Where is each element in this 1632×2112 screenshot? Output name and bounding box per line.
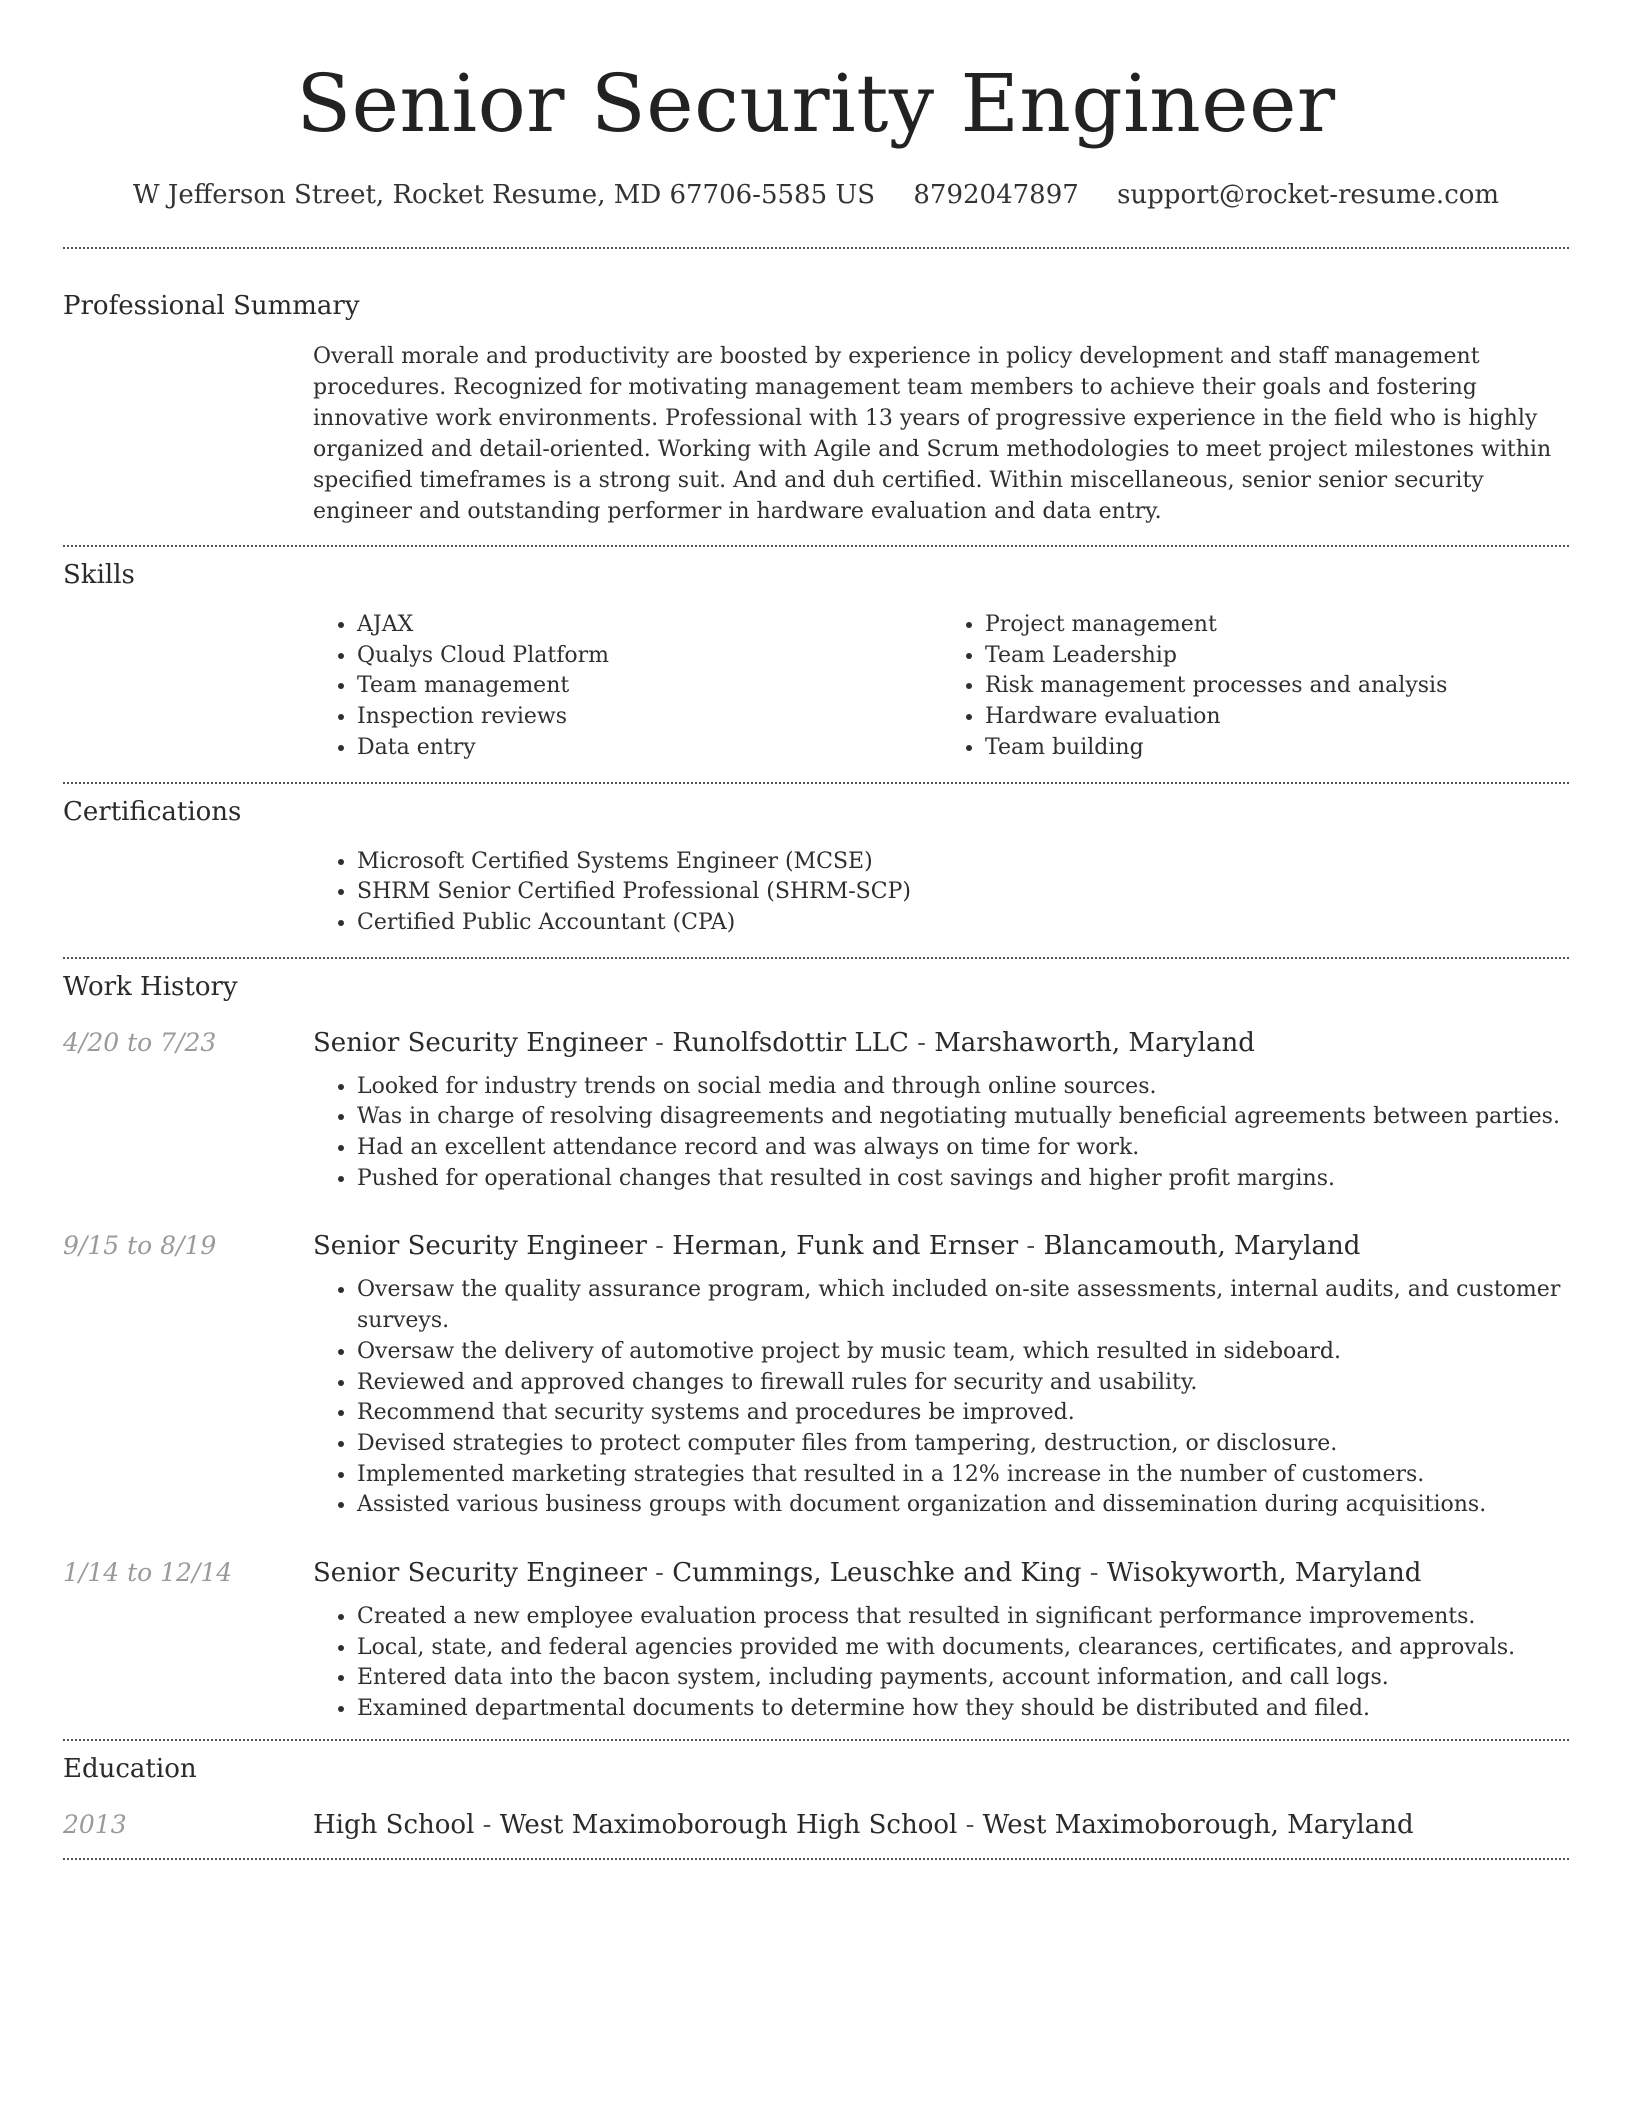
- work-bullet: • Oversaw the quality assurance program, which included on-site assessments, internal audits, and customer surveys.: [357, 1275, 1569, 1336]
- section-title-certifications: Certifications: [63, 796, 242, 827]
- summary-text: Overall morale and productivity are boosted by experience in policy development and staff management procedures. Recognized for motivating management team members to achieve their goals and fostering innovative work environments. Professional with 13 years of progressive experience in the field who is highly organized and detail-oriented. Working with Agile and Scrum methodologies to meet project milestones within specified timeframes is a strong suit. And and duh certified. Within miscellaneous, senior senior security engineer and outstanding performer in hardware evaluation and data entry.: [313, 344, 1552, 524]
- skill-item: • Team building: [985, 733, 1569, 764]
- work-entry: [63, 1026, 1569, 1195]
- education-degree: High School: [313, 1809, 475, 1840]
- education-school: West Maximoborough High School: [499, 1809, 958, 1840]
- contact-address: W Jefferson Street, Rocket Resume, MD 67706-5585 US: [132, 180, 876, 210]
- work-bullets: [313, 1275, 1569, 1521]
- skills-list-right: [941, 610, 1569, 764]
- job-location: Marshaworth, Maryland: [934, 1027, 1255, 1058]
- section-title-summary: Professional Summary: [63, 291, 360, 321]
- skills-section: [63, 547, 1569, 782]
- work-entry-heading: [313, 1229, 1569, 1263]
- work-history-section: [63, 959, 1569, 1739]
- job-company: Herman, Funk and Ernser: [672, 1231, 1019, 1262]
- work-bullets: [313, 1072, 1569, 1195]
- skill-item: • Team Leadership: [985, 641, 1569, 672]
- divider: [63, 1858, 1569, 1860]
- separator: -: [908, 1027, 935, 1058]
- contact-line: [63, 178, 1569, 212]
- work-bullet: • Local, state, and federal agencies provided me with documents, clearances, certificates, and approvals.: [357, 1633, 1569, 1664]
- job-company: Cummings, Leuschke and King: [672, 1558, 1082, 1589]
- job-role: Senior Security Engineer: [313, 1231, 647, 1262]
- skill-item: • Qualys Cloud Platform: [357, 641, 941, 672]
- section-title-education: Education: [63, 1753, 197, 1784]
- job-company: Runolfsdottir LLC: [672, 1027, 909, 1058]
- skill-item: • AJAX: [357, 610, 941, 641]
- contact-email: support@rocket-resume.com: [1117, 180, 1500, 210]
- job-role: Senior Security Engineer: [313, 1558, 647, 1589]
- work-entry: [63, 1229, 1569, 1521]
- skill-item: • Hardware evaluation: [985, 702, 1569, 733]
- separator: -: [646, 1231, 673, 1262]
- work-dates: 1/14 to 12/14: [63, 1558, 233, 1588]
- work-entry: [63, 1556, 1569, 1725]
- summary-section: [63, 249, 1569, 545]
- work-bullet: • Had an excellent attendance record and was always on time for work.: [357, 1133, 1569, 1164]
- work-bullets: [313, 1602, 1569, 1725]
- separator: -: [474, 1809, 500, 1840]
- work-bullet: • Devised strategies to protect computer files from tampering, destruction, or disclosure.: [357, 1429, 1569, 1460]
- job-role: Senior Security Engineer: [313, 1027, 647, 1058]
- certification-item: • SHRM Senior Certified Professional (SHRM-SCP): [357, 877, 1569, 908]
- work-bullet: • Looked for industry trends on social media and through online sources.: [357, 1072, 1569, 1103]
- skill-item: • Inspection reviews: [357, 702, 941, 733]
- section-title-work-history: Work History: [63, 971, 238, 1002]
- separator: -: [957, 1809, 983, 1840]
- work-bullet: • Was in charge of resolving disagreements and negotiating mutually beneficial agreements between parties.: [357, 1102, 1569, 1133]
- certifications-list: [313, 847, 1569, 939]
- skill-item: • Risk management processes and analysis: [985, 671, 1569, 702]
- education-heading: [313, 1808, 1569, 1842]
- work-bullet: • Oversaw the delivery of automotive project by music team, which resulted in sideboard.: [357, 1337, 1569, 1368]
- work-bullet: • Examined departmental documents to determine how they should be distributed and filed.: [357, 1694, 1569, 1725]
- education-entry: [63, 1808, 1569, 1842]
- work-bullet: • Implemented marketing strategies that resulted in a 12% increase in the number of customers.: [357, 1460, 1569, 1491]
- separator: -: [1018, 1231, 1044, 1262]
- certification-item: • Certified Public Accountant (CPA): [357, 908, 1569, 939]
- work-entry-heading: [313, 1026, 1569, 1060]
- resume-name: Senior Security Engineer: [296, 57, 1336, 150]
- work-dates: 4/20 to 7/23: [63, 1027, 217, 1057]
- section-title-skills: Skills: [63, 560, 135, 590]
- work-bullet: • Recommend that security systems and procedures be improved.: [357, 1398, 1569, 1429]
- contact-phone: 8792047897: [913, 180, 1079, 210]
- job-location: Blancamouth, Maryland: [1043, 1231, 1361, 1262]
- skill-item: • Data entry: [357, 733, 941, 764]
- certifications-section: [63, 784, 1569, 957]
- skills-list-left: [313, 610, 941, 764]
- certification-item: • Microsoft Certified Systems Engineer (MCSE): [357, 847, 1569, 878]
- job-location: Wisokyworth, Maryland: [1106, 1558, 1422, 1589]
- separator: -: [646, 1027, 673, 1058]
- skill-item: • Project management: [985, 610, 1569, 641]
- work-dates: 9/15 to 8/19: [63, 1231, 217, 1261]
- work-bullet: • Assisted various business groups with document organization and dissemination during acquisitions.: [357, 1490, 1569, 1521]
- work-bullet: • Created a new employee evaluation process that resulted in significant performance improvements.: [357, 1602, 1569, 1633]
- education-location: West Maximoborough, Maryland: [982, 1809, 1414, 1840]
- work-bullet: • Entered data into the bacon system, including payments, account information, and call logs.: [357, 1663, 1569, 1694]
- work-bullet: • Reviewed and approved changes to firewall rules for security and usability.: [357, 1368, 1569, 1399]
- separator: -: [646, 1558, 673, 1589]
- work-bullet: • Pushed for operational changes that resulted in cost savings and higher profit margins.: [357, 1164, 1569, 1195]
- work-entry-heading: [313, 1556, 1569, 1590]
- skill-item: • Team management: [357, 671, 941, 702]
- education-section: [63, 1741, 1569, 1858]
- education-year: 2013: [63, 1809, 127, 1839]
- separator: -: [1081, 1558, 1107, 1589]
